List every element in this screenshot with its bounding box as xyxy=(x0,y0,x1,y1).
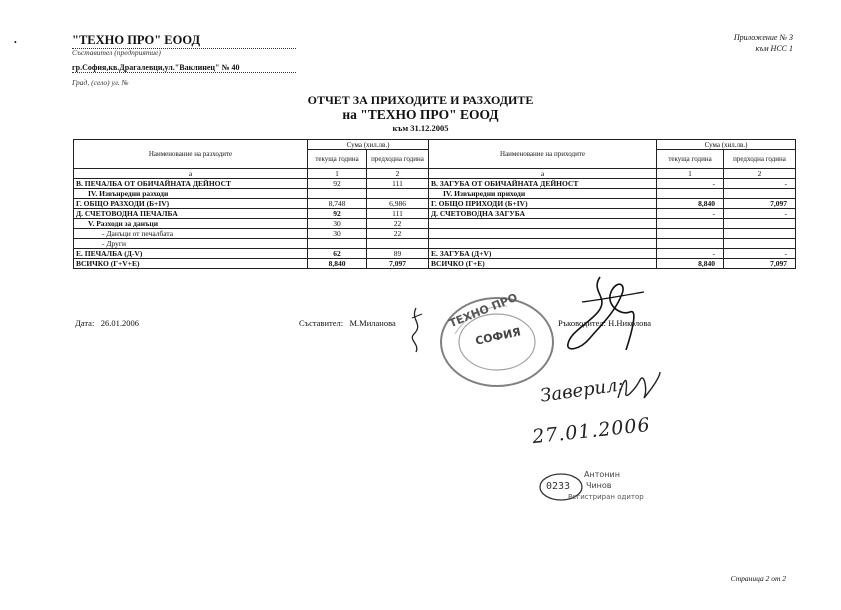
compiler-label: Съставител: xyxy=(299,318,344,328)
auditor-name2: Чинов xyxy=(586,481,612,490)
income-label: IV. Извънредни приходи xyxy=(429,189,657,199)
expense-current xyxy=(308,189,367,199)
header-sum-left: Сума (хил.лв.) xyxy=(308,140,429,150)
date-block xyxy=(75,318,139,328)
expense-label: - Други xyxy=(74,239,308,249)
income-current xyxy=(657,219,724,229)
table-row xyxy=(74,249,796,259)
table-row xyxy=(74,209,796,219)
income-current xyxy=(657,229,724,239)
company-name: "ТЕХНО ПРО" ЕООД xyxy=(72,33,296,49)
expense-current: 92 xyxy=(308,209,367,219)
report-date: към 31.12.2005 xyxy=(392,123,449,133)
income-current: - xyxy=(657,249,724,259)
header-current-left: текуща година xyxy=(308,150,367,169)
date-label: Дата: xyxy=(75,318,95,328)
income-prev: 7,097 xyxy=(724,199,796,209)
income-prev: - xyxy=(724,249,796,259)
expense-label: В. ПЕЧАЛБА ОТ ОБИЧАЙНАТА ДЕЙНОСТ xyxy=(74,179,308,189)
date-value: 26.01.2006 xyxy=(100,318,139,328)
expense-current: 8,840 xyxy=(308,259,367,269)
auditor-signature-icon xyxy=(614,368,664,408)
expense-current xyxy=(308,239,367,249)
col-1-left: 1 xyxy=(308,169,367,179)
income-current: - xyxy=(657,179,724,189)
income-prev: - xyxy=(724,209,796,219)
manager-name: Н.Николова xyxy=(608,318,652,328)
income-prev xyxy=(724,219,796,229)
income-prev xyxy=(724,239,796,249)
report-title: ОТЧЕТ ЗА ПРИХОДИТЕ И РАЗХОДИТЕ xyxy=(307,93,534,107)
appendix-label xyxy=(734,32,793,54)
auditor-reg-number: 0233 xyxy=(546,481,571,492)
expense-current: 30 xyxy=(308,229,367,239)
expense-label: IV. Извънредни разходи xyxy=(74,189,308,199)
expense-label: Е. ПЕЧАЛБА (Д-V) xyxy=(74,249,308,259)
table-row xyxy=(74,199,796,209)
expense-label: Г. ОБЩО РАЗХОДИ (Б+IV) xyxy=(74,199,308,209)
header-prev-right: предходна година xyxy=(724,150,796,169)
income-label: В. ЗАГУБА ОТ ОБИЧАЙНАТА ДЕЙНОСТ xyxy=(429,179,657,189)
expense-prev: 22 xyxy=(367,219,429,229)
certified-handwriting: Заверил: xyxy=(538,374,625,407)
appendix-line1: Приложение № 3 xyxy=(733,33,793,42)
header-sum-right: Сума (хил.лв.) xyxy=(657,140,796,150)
income-label xyxy=(429,229,657,239)
income-label: Д. СЧЕТОВОДНА ЗАГУБА xyxy=(429,209,657,219)
expense-prev xyxy=(367,189,429,199)
income-label: Г. ОБЩО ПРИХОДИ (Б+IV) xyxy=(429,199,657,209)
appendix-line2: към НСС 1 xyxy=(755,44,793,53)
expense-current: 62 xyxy=(308,249,367,259)
income-current: - xyxy=(657,209,724,219)
auditor-name1: Антонин xyxy=(584,470,620,479)
income-label: ВСИЧКО (Г+Е) xyxy=(429,259,657,269)
col-a-left: а xyxy=(74,169,308,179)
expense-label: Д. СЧЕТОВОДНА ПЕЧАЛБА xyxy=(74,209,308,219)
compiler-signature-icon xyxy=(402,304,432,354)
expense-current: 30 xyxy=(308,219,367,229)
auditor-stamp xyxy=(538,470,648,504)
table-row xyxy=(74,229,796,239)
income-current xyxy=(657,239,724,249)
expense-current: 8,748 xyxy=(308,199,367,209)
col-a-right: а xyxy=(429,169,657,179)
company-caption: Съставител (предприятие) xyxy=(72,48,161,57)
expense-prev: 22 xyxy=(367,229,429,239)
income-label: Е. ЗАГУБА (Д+V) xyxy=(429,249,657,259)
table-row xyxy=(74,219,796,229)
table-row xyxy=(74,259,796,269)
income-prev xyxy=(724,229,796,239)
margin-mark: • xyxy=(14,38,17,47)
income-current xyxy=(657,189,724,199)
col-2-right: 2 xyxy=(724,169,796,179)
income-current: 8,840 xyxy=(657,259,724,269)
expense-prev: 7,097 xyxy=(367,259,429,269)
certified-date-handwriting: 27.01.2006 xyxy=(531,413,652,449)
income-prev: 7,097 xyxy=(724,259,796,269)
compiler-name: М.Миланова xyxy=(349,318,396,328)
manager-signature-icon xyxy=(560,272,650,357)
income-prev: - xyxy=(724,179,796,189)
header-current-right: текуща година xyxy=(657,150,724,169)
expense-label: - Данъци от печалбата xyxy=(74,229,308,239)
income-label xyxy=(429,239,657,249)
income-prev xyxy=(724,189,796,199)
stamp-company-text: ТЕХНО ПРО xyxy=(447,290,520,331)
col-2-left: 2 xyxy=(367,169,429,179)
header-income: Наименование на приходите xyxy=(429,140,657,169)
expense-prev: 111 xyxy=(367,209,429,219)
expense-current: 92 xyxy=(308,179,367,189)
col-1-right: 1 xyxy=(657,169,724,179)
page-number: Страница 2 от 2 xyxy=(730,574,786,583)
auditor-caption: Регистриран одитор xyxy=(568,493,644,501)
expense-prev xyxy=(367,239,429,249)
manager-label: Ръководител: xyxy=(558,318,606,328)
income-label xyxy=(429,219,657,229)
stamp-city-text: СОФИЯ xyxy=(474,325,522,348)
header-prev-left: предходна година xyxy=(367,150,429,169)
report-company-title: на "ТЕХНО ПРО" ЕООД xyxy=(342,107,499,122)
expense-prev: 89 xyxy=(367,249,429,259)
table-row xyxy=(74,179,796,189)
expense-label: V. Разходи за данъци xyxy=(74,219,308,229)
table-row xyxy=(74,239,796,249)
expense-prev: 111 xyxy=(367,179,429,189)
company-address: гр.София,кв.Драгалевци,ул."Ваклинец" № 40 xyxy=(72,63,296,73)
address-caption: Град, (село) ул. № xyxy=(72,78,129,87)
income-current: 8,840 xyxy=(657,199,724,209)
header-expenses: Наименование на разходите xyxy=(74,140,308,169)
income-expense-table xyxy=(73,139,796,269)
compiler-block xyxy=(299,318,396,328)
company-stamp xyxy=(437,290,557,390)
expense-label: ВСИЧКО (Г+V+Е) xyxy=(74,259,308,269)
expense-prev: 6,986 xyxy=(367,199,429,209)
table-row xyxy=(74,189,796,199)
